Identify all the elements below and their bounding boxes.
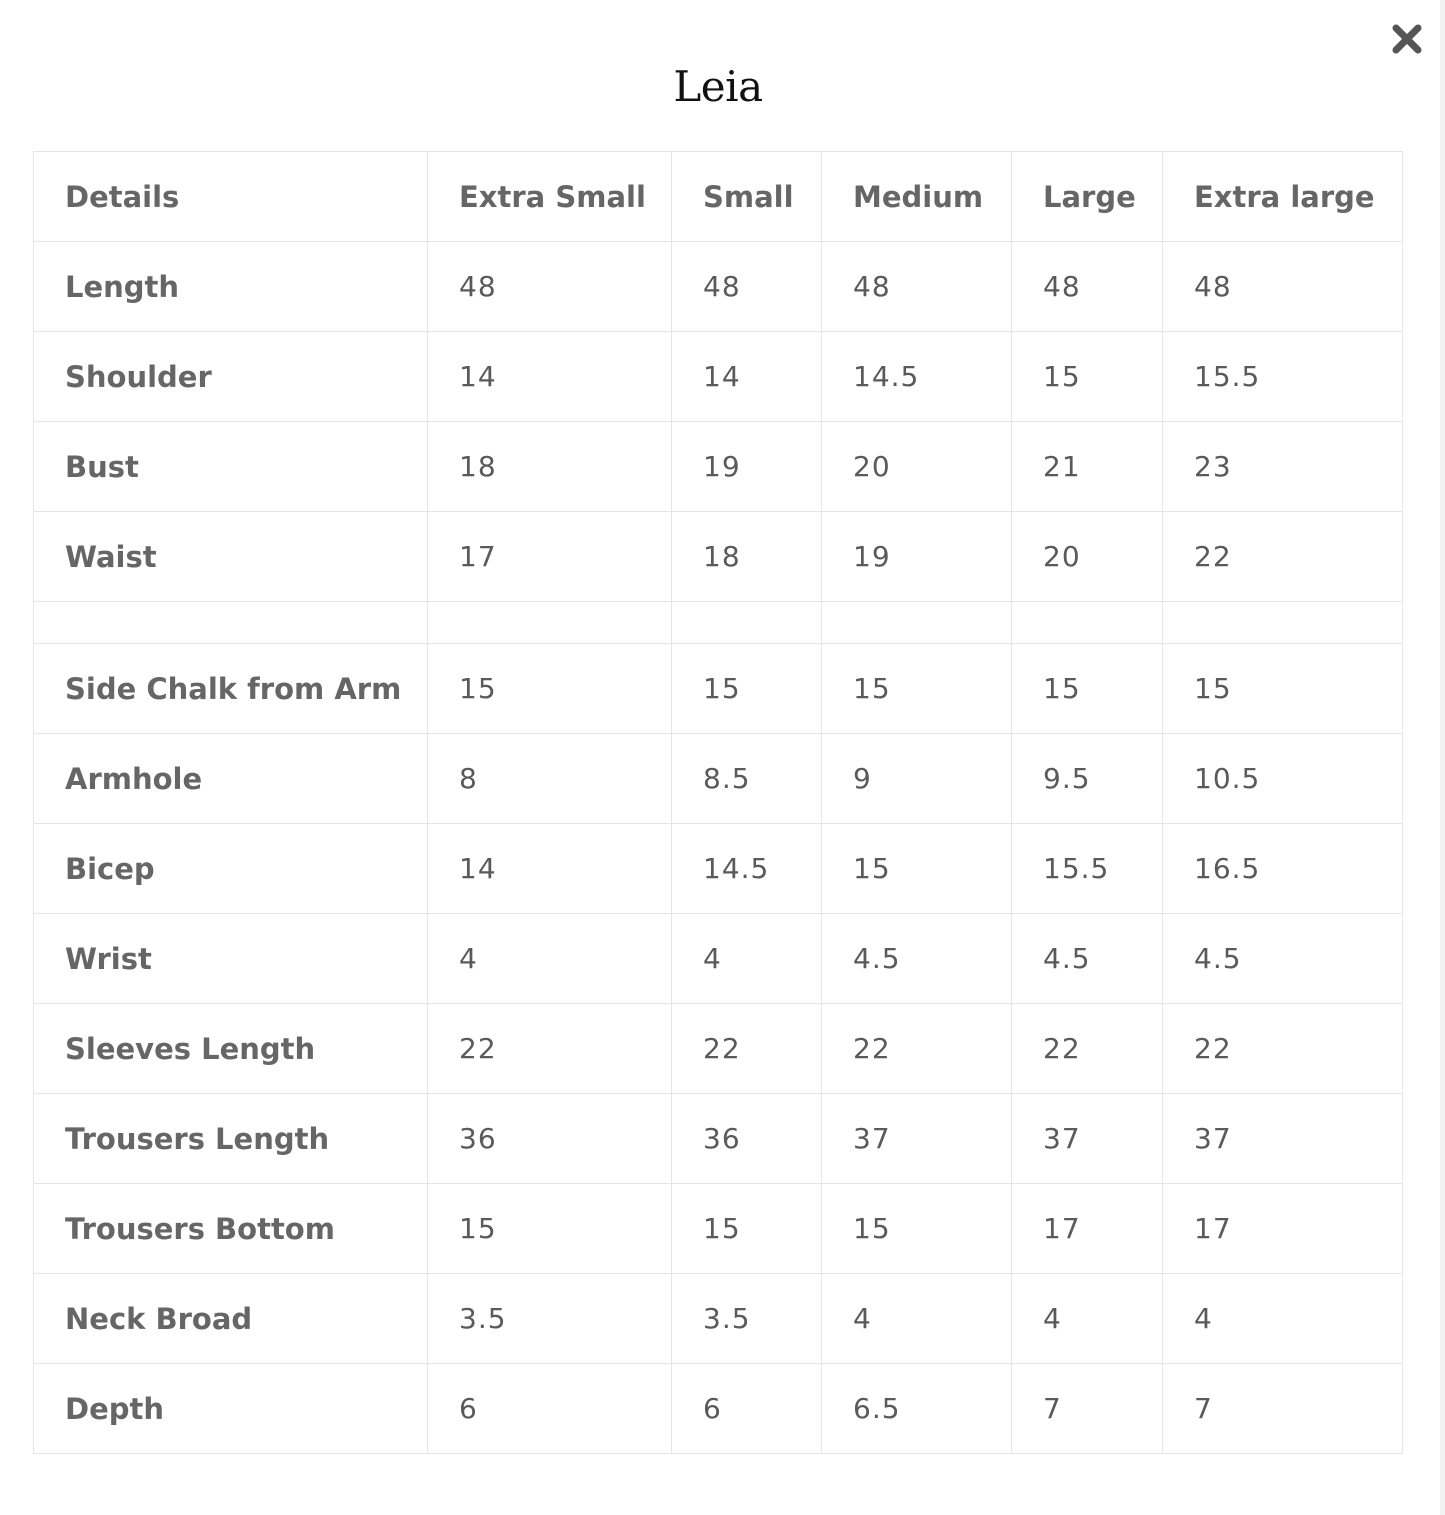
measurement-cell: 36 bbox=[672, 1094, 822, 1184]
column-header-medium: Medium bbox=[822, 152, 1012, 242]
measurement-cell: 16.5 bbox=[1163, 824, 1403, 914]
table-row bbox=[34, 422, 1403, 512]
row-label: Side Chalk from Arm bbox=[34, 644, 428, 734]
column-header-extra-large: Extra large bbox=[1163, 152, 1403, 242]
table-row bbox=[34, 1274, 1403, 1364]
measurement-cell: 14 bbox=[428, 332, 672, 422]
table-row bbox=[34, 1364, 1403, 1454]
column-header-extra-small: Extra Small bbox=[428, 152, 672, 242]
table-row bbox=[34, 1184, 1403, 1274]
measurement-cell: 23 bbox=[1163, 422, 1403, 512]
close-button[interactable] bbox=[1388, 20, 1426, 58]
row-label: Bicep bbox=[34, 824, 428, 914]
measurement-cell: 4 bbox=[672, 914, 822, 1004]
table-row bbox=[34, 644, 1403, 734]
measurement-cell: 22 bbox=[672, 1004, 822, 1094]
measurement-cell: 15 bbox=[1012, 332, 1163, 422]
measurement-cell: 4.5 bbox=[1012, 914, 1163, 1004]
measurement-cell: 19 bbox=[672, 422, 822, 512]
measurement-cell: 15 bbox=[822, 1184, 1012, 1274]
measurement-cell: 4 bbox=[428, 914, 672, 1004]
measurement-cell bbox=[428, 602, 672, 644]
row-label: Bust bbox=[34, 422, 428, 512]
measurement-cell: 6 bbox=[428, 1364, 672, 1454]
measurement-cell: 37 bbox=[822, 1094, 1012, 1184]
measurement-cell: 18 bbox=[672, 512, 822, 602]
table-row bbox=[34, 332, 1403, 422]
measurement-cell: 15 bbox=[822, 644, 1012, 734]
measurement-cell: 4 bbox=[1163, 1274, 1403, 1364]
measurement-cell: 37 bbox=[1012, 1094, 1163, 1184]
row-label: Armhole bbox=[34, 734, 428, 824]
row-label: Trousers Length bbox=[34, 1094, 428, 1184]
measurement-cell: 3.5 bbox=[428, 1274, 672, 1364]
measurement-cell: 22 bbox=[428, 1004, 672, 1094]
measurement-cell: 15 bbox=[428, 1184, 672, 1274]
table-row bbox=[34, 602, 1403, 644]
measurement-cell: 4 bbox=[1012, 1274, 1163, 1364]
measurement-cell: 14 bbox=[428, 824, 672, 914]
measurement-cell: 20 bbox=[822, 422, 1012, 512]
column-header-small: Small bbox=[672, 152, 822, 242]
measurement-cell: 48 bbox=[1012, 242, 1163, 332]
measurement-cell: 15 bbox=[672, 1184, 822, 1274]
measurement-cell: 22 bbox=[822, 1004, 1012, 1094]
row-label: Depth bbox=[34, 1364, 428, 1454]
measurement-cell: 8 bbox=[428, 734, 672, 824]
measurement-cell: 22 bbox=[1163, 1004, 1403, 1094]
measurement-cell: 18 bbox=[428, 422, 672, 512]
measurement-cell: 4.5 bbox=[822, 914, 1012, 1004]
table-row bbox=[34, 914, 1403, 1004]
measurement-cell: 17 bbox=[1163, 1184, 1403, 1274]
table-row bbox=[34, 824, 1403, 914]
measurement-cell bbox=[1163, 602, 1403, 644]
close-icon bbox=[1388, 20, 1426, 58]
table-row bbox=[34, 1004, 1403, 1094]
measurement-cell: 36 bbox=[428, 1094, 672, 1184]
row-label bbox=[34, 602, 428, 644]
row-label: Neck Broad bbox=[34, 1274, 428, 1364]
measurement-cell: 9 bbox=[822, 734, 1012, 824]
measurement-cell: 15 bbox=[428, 644, 672, 734]
measurement-cell: 9.5 bbox=[1012, 734, 1163, 824]
measurement-cell: 37 bbox=[1163, 1094, 1403, 1184]
measurement-cell: 21 bbox=[1012, 422, 1163, 512]
measurement-cell: 15.5 bbox=[1012, 824, 1163, 914]
row-label: Waist bbox=[34, 512, 428, 602]
measurement-cell: 7 bbox=[1163, 1364, 1403, 1454]
measurement-cell: 22 bbox=[1012, 1004, 1163, 1094]
size-chart-table bbox=[33, 151, 1403, 1454]
row-label: Length bbox=[34, 242, 428, 332]
measurement-cell: 48 bbox=[672, 242, 822, 332]
column-header-details: Details bbox=[34, 152, 428, 242]
measurement-cell: 22 bbox=[1163, 512, 1403, 602]
measurement-cell: 4 bbox=[822, 1274, 1012, 1364]
measurement-cell: 20 bbox=[1012, 512, 1163, 602]
row-label: Shoulder bbox=[34, 332, 428, 422]
measurement-cell: 15.5 bbox=[1163, 332, 1403, 422]
measurement-cell: 17 bbox=[428, 512, 672, 602]
measurement-cell bbox=[1012, 602, 1163, 644]
measurement-cell: 15 bbox=[822, 824, 1012, 914]
measurement-cell: 14.5 bbox=[672, 824, 822, 914]
page-title: Leia bbox=[673, 62, 763, 111]
measurement-cell: 4.5 bbox=[1163, 914, 1403, 1004]
row-label: Sleeves Length bbox=[34, 1004, 428, 1094]
measurement-cell: 7 bbox=[1012, 1364, 1163, 1454]
row-label: Trousers Bottom bbox=[34, 1184, 428, 1274]
column-header-large: Large bbox=[1012, 152, 1163, 242]
table-row bbox=[34, 1094, 1403, 1184]
measurement-cell: 3.5 bbox=[672, 1274, 822, 1364]
measurement-cell: 19 bbox=[822, 512, 1012, 602]
measurement-cell: 6 bbox=[672, 1364, 822, 1454]
measurement-cell: 8.5 bbox=[672, 734, 822, 824]
measurement-cell: 15 bbox=[1012, 644, 1163, 734]
table-row bbox=[34, 734, 1403, 824]
measurement-cell bbox=[822, 602, 1012, 644]
measurement-cell: 48 bbox=[428, 242, 672, 332]
table-body bbox=[34, 242, 1403, 1454]
measurement-cell: 10.5 bbox=[1163, 734, 1403, 824]
measurement-cell: 14 bbox=[672, 332, 822, 422]
table-header-row bbox=[34, 152, 1403, 242]
measurement-cell: 15 bbox=[1163, 644, 1403, 734]
measurement-cell: 17 bbox=[1012, 1184, 1163, 1274]
measurement-cell: 14.5 bbox=[822, 332, 1012, 422]
measurement-cell: 6.5 bbox=[822, 1364, 1012, 1454]
measurement-cell bbox=[672, 602, 822, 644]
table-row bbox=[34, 242, 1403, 332]
table-row bbox=[34, 512, 1403, 602]
measurement-cell: 48 bbox=[1163, 242, 1403, 332]
scrollbar-edge bbox=[1440, 0, 1445, 1515]
measurement-cell: 48 bbox=[822, 242, 1012, 332]
row-label: Wrist bbox=[34, 914, 428, 1004]
measurement-cell: 15 bbox=[672, 644, 822, 734]
